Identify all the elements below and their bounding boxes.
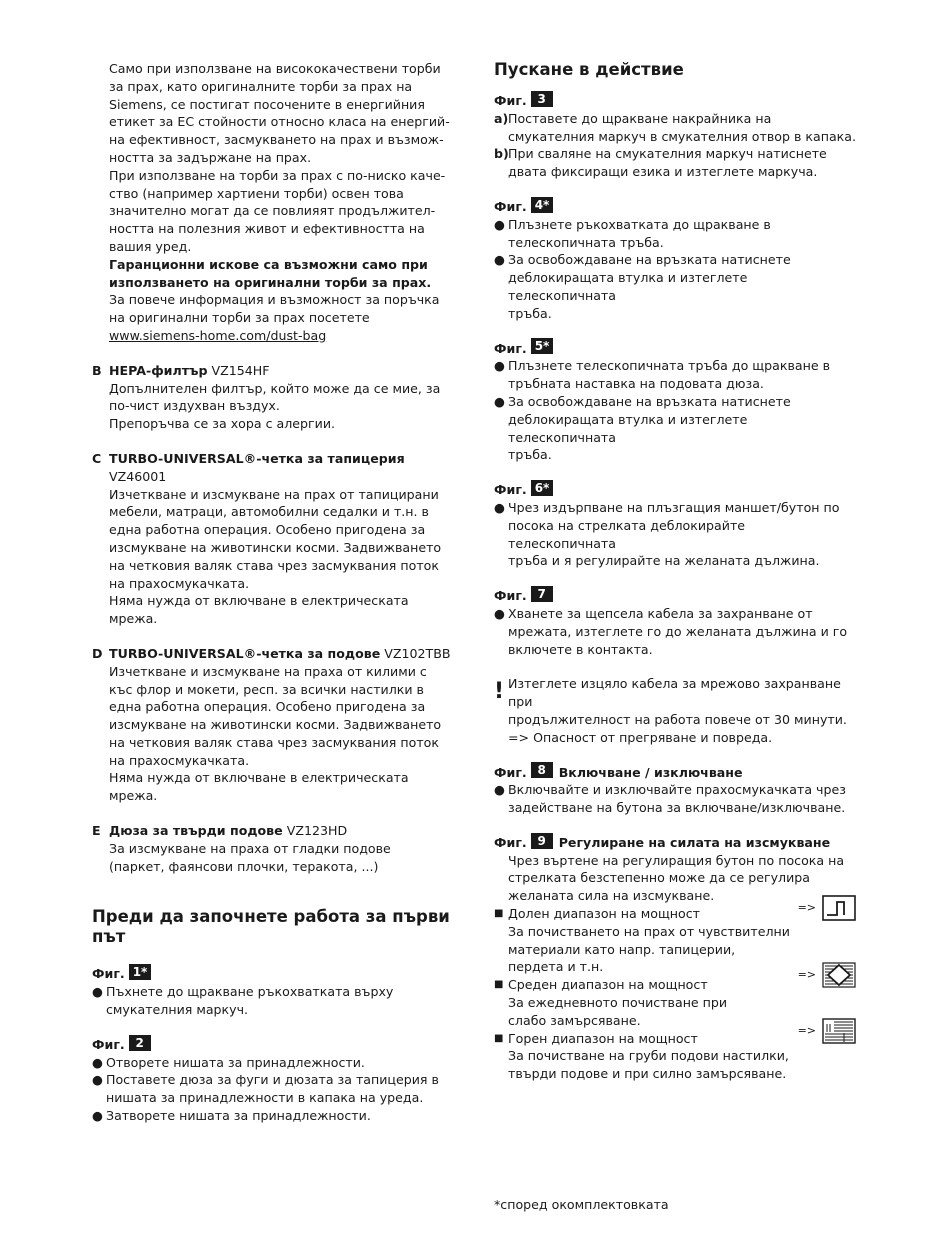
list-item: ● Плъзнете ръкохватката до щракване в телескопичната тръба. <box>494 216 771 250</box>
text-line: Siemens, се постигат посочените в енергийния <box>109 96 425 112</box>
section-letter: C <box>92 450 102 466</box>
fig-title: Включване / изключване <box>558 764 743 780</box>
text-line: по-чист издухван въздух. <box>109 398 280 414</box>
exclamation-icon: ! <box>494 679 505 705</box>
list-item: b) При сваляне на смукателния маркуч натиснете двата фиксиращи езика и изтеглете маркуча. <box>494 146 827 180</box>
list-item: ● Отворете нишата за принадлежности. <box>92 1054 365 1070</box>
text-line: За изсмукване на праха от гладки подове <box>109 840 391 856</box>
fig-3-block <box>494 92 856 181</box>
intro-paragraph <box>92 60 454 345</box>
text-line: Препоръчва се за хора с алергии. <box>109 416 336 432</box>
footnote: *според окомплектовката <box>494 1197 669 1212</box>
accessory-name: Дюза за твърди подове <box>109 823 283 839</box>
list-item: ● Чрез издърпване на плъзгащия маншет/бутон по посока на стрелката деблокирайте телескопичната тръба и я регулирайте на желаната дължина. <box>494 499 840 569</box>
text-line: При използване на торби за прах с по-ниско каче- <box>109 167 446 183</box>
list-item: ● Включвайте и изключвайте прахосмукачката чрез задействане на бутона за включване/изключване. <box>494 782 846 816</box>
text-line: за прах, като оригиналните торби за прах на <box>109 78 413 94</box>
text-line: Допълнителен филтър, който може да се мие, за <box>109 380 441 396</box>
text-line: ство (например хартиени торби) освен това <box>109 185 404 201</box>
text-line: стрелката безстепенно може да се регулира <box>508 870 810 886</box>
text-line: ността на полезния живот и ефективността на <box>109 221 425 237</box>
fig-label: Фиг. <box>494 764 527 780</box>
list-item: ● Пъхнете до щракване ръкохватката върху смукателния маркуч. <box>92 984 394 1018</box>
dust-bag-link[interactable]: www.siemens-home.com/dust-bag <box>109 327 327 343</box>
text-line: Изчеткване и изсмукване на прах от тапицирани <box>109 486 439 502</box>
text-line: на ефективност, засмукването на прах и възмож- <box>109 132 444 148</box>
medium-power-icon <box>822 962 856 988</box>
fig-label: Фиг. <box>494 340 527 356</box>
fig-number-badge: 4* <box>531 197 554 213</box>
accessory-section-c <box>92 450 454 628</box>
text-line: една работна операция. Особено пригодена за <box>109 699 426 715</box>
fig-9-block <box>494 834 856 1083</box>
text-line: За повече информация и възможност за поръчка <box>109 292 440 308</box>
section-letter: B <box>92 362 102 378</box>
fig-label: Фиг. <box>494 198 527 214</box>
warning-note: ! Изтеглете изцяло кабела за мрежово захранване при продължителност на работа повече от 30 минути. => Опасност от прегряване и повреда. <box>494 676 847 745</box>
fig-label: Фиг. <box>92 966 125 982</box>
text-line: Чрез въртене на регулиращия бутон по посока на <box>508 852 845 868</box>
text-line: на прахосмукачката. <box>109 752 250 768</box>
fig-number-badge: 2 <box>129 1035 151 1051</box>
text-line: Само при използване на висококачествени торби <box>109 61 441 76</box>
accessory-code: VZ154HF <box>211 362 270 378</box>
text-line: на четковия валяк става чрез засмуквания поток <box>109 734 439 750</box>
accessory-code: VZ123HD <box>286 823 348 839</box>
accessory-section-e <box>92 822 454 875</box>
list-item: ● Поставете дюза за фуги и дюзата за тапицерия в нишата за принадлежности в капака на уреда. <box>92 1072 439 1106</box>
accessory-name: TURBO-UNIVERSAL®-четка за тапицерия <box>109 450 405 466</box>
fig-number-badge: 6* <box>531 480 554 496</box>
fig-1-block <box>92 965 454 1018</box>
fig-number-badge: 9 <box>531 833 553 849</box>
text-line: етикет за ЕС стойности относно класа на енергий- <box>109 114 450 130</box>
list-item: ● Хванете за щепсела кабела за захранване от мрежата, изтеглете го до желаната дължина и го включете в контакта. <box>494 605 848 657</box>
fig-5-block <box>494 340 856 465</box>
fig-label: Фиг. <box>494 482 527 498</box>
text-line: (паркет, фаянсови плочки, теракота, ...) <box>109 858 379 874</box>
text-line: изсмукване на животински косми. Задвижването <box>109 539 442 555</box>
low-power-icon <box>822 895 856 921</box>
text-line: на прахосмукачката. <box>109 575 250 591</box>
high-power-icon <box>822 1018 856 1044</box>
accessory-section-d <box>92 645 454 805</box>
fig-label: Фиг. <box>494 93 527 108</box>
text-line: вашия уред. <box>109 238 192 254</box>
fig-label: Фиг. <box>494 588 527 604</box>
fig-number-badge: 7 <box>531 586 553 602</box>
left-column <box>92 60 454 1125</box>
fig-number-badge: 8 <box>531 762 553 778</box>
fig-number-badge: 5* <box>531 338 554 354</box>
text-line: Няма нужда от включване в електрическата мрежа. <box>109 593 409 627</box>
section-letter: D <box>92 645 103 661</box>
accessory-section-b <box>92 362 454 433</box>
list-item: ● Затворете нишата за принадлежности. <box>92 1108 371 1124</box>
text-line: мебели, матраци, автомобилни седалки и т.н. в <box>109 504 429 520</box>
fig-7-block <box>494 587 856 658</box>
fig-4-block <box>494 198 856 323</box>
accessory-name: HEPA-филтър <box>109 362 208 378</box>
power-level-medium: ■ Среден диапазон на мощност За ежедневното почистване при слабо замърсяване. => <box>494 976 856 1029</box>
section-heading: Пускане в действие <box>494 60 684 79</box>
right-column <box>494 60 856 1083</box>
fig-2-block <box>92 1036 454 1125</box>
list-item: a) Поставете до щракване накрайника на смукателния маркуч в смукателния отвор в капака. <box>494 110 857 144</box>
text-line: желаната сила на изсмукване. <box>508 888 715 904</box>
warranty-note: Гаранционни искове са възможни само при <box>109 256 428 272</box>
text-line: Няма нужда от включване в електрическата мрежа. <box>109 770 409 804</box>
text-line: значително могат да се повлияят продължител- <box>109 203 436 219</box>
text-line: къс флор и мокети, респ. за всички настилки в <box>109 681 424 697</box>
text-line: на четковия валяк става чрез засмуквания поток <box>109 557 439 573</box>
list-item: ● Плъзнете телескопичната тръба до щракване в тръбната наставка на подовата дюза. <box>494 358 831 392</box>
fig-title: Регулиране на силата на изсмукване <box>558 834 831 850</box>
list-item: ● За освобождаване на връзката натиснете деблокиращата втулка и изтеглете телескопичната тръба. <box>494 393 791 463</box>
power-level-low: ■ Долен диапазон на мощност За почистването на прах от чувствителни материали като напр. тапицерии, пердета и т.н. => <box>494 905 856 976</box>
text-line: една работна операция. Особено пригодена за <box>109 522 426 538</box>
accessory-code: VZ46001 <box>109 468 167 484</box>
accessory-name: TURBO-UNIVERSAL®-четка за подове <box>109 645 381 661</box>
fig-8-block <box>494 764 856 817</box>
fig-6-block <box>494 481 856 570</box>
section-letter: E <box>92 823 101 839</box>
fig-label: Фиг. <box>92 1036 125 1052</box>
text-line: изсмукване на животински косми. Задвижването <box>109 717 442 733</box>
text-line: ността за задържане на прах. <box>109 149 312 165</box>
fig-number-badge: 1* <box>129 964 152 980</box>
fig-number-badge: 3 <box>531 91 553 107</box>
list-item: ● За освобождаване на връзката натиснете деблокиращата втулка и изтеглете телескопичната тръба. <box>494 252 791 321</box>
accessory-code: VZ102TBB <box>384 645 451 661</box>
text-line: Изчеткване и изсмукване на праха от килими с <box>109 663 427 679</box>
text-line: на оригинални торби за прах посетете <box>109 310 370 326</box>
fig-label: Фиг. <box>494 834 527 850</box>
section-heading: Преди да започнете работа за първи път <box>92 907 450 947</box>
power-level-high: ■ Горен диапазон на мощност За почистване на груби подови настилки, твърди подове и при силно замърсяване. => <box>494 1030 856 1083</box>
warranty-note: използването на оригинални торби за прах. <box>109 274 432 290</box>
